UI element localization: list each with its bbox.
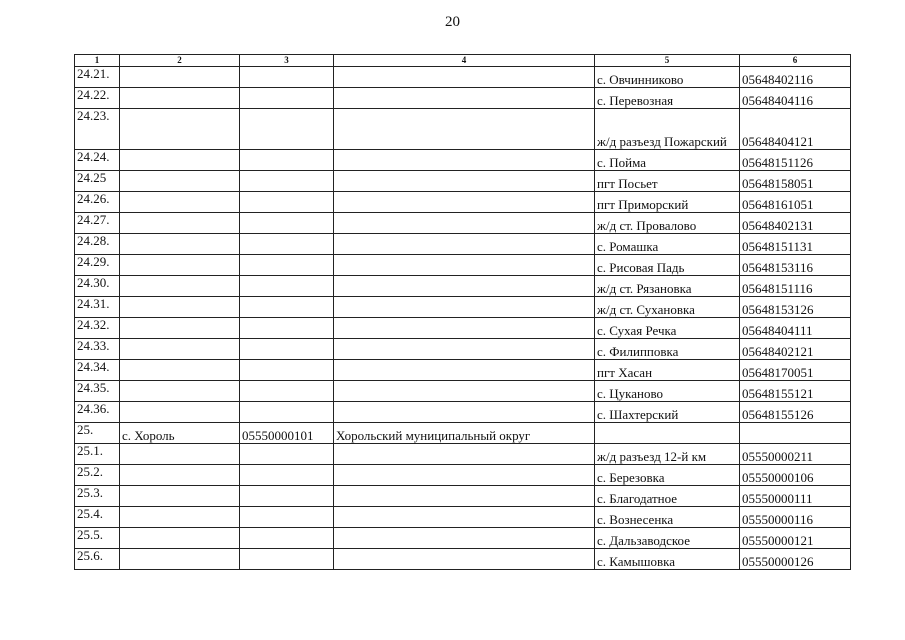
settlement-code-cell: 05550000126 [740, 549, 851, 570]
row-number-cell: 24.36. [75, 402, 120, 423]
settlement-code-cell: 05648153126 [740, 297, 851, 318]
district-name-cell [334, 192, 595, 213]
settlement-code-cell: 05648155126 [740, 402, 851, 423]
row-number-cell: 24.30. [75, 276, 120, 297]
settlement-name-cell: ж/д ст. Рязановка [595, 276, 740, 297]
row-number-cell: 24.23. [75, 109, 120, 150]
table-row [75, 234, 851, 255]
table-header-row [75, 55, 851, 67]
center-code-cell [240, 339, 334, 360]
settlement-name-cell: с. Ромашка [595, 234, 740, 255]
district-name-cell [334, 109, 595, 150]
settlement-code-cell: 05550000211 [740, 444, 851, 465]
district-name-cell [334, 549, 595, 570]
row-number-cell: 24.24. [75, 150, 120, 171]
center-name-cell [120, 381, 240, 402]
center-name-cell [120, 171, 240, 192]
settlement-code-cell: 05648151116 [740, 276, 851, 297]
center-code-cell [240, 255, 334, 276]
settlement-name-cell [595, 423, 740, 444]
settlement-code-cell: 05648161051 [740, 192, 851, 213]
center-name-cell [120, 507, 240, 528]
table-row [75, 213, 851, 234]
center-code-cell [240, 88, 334, 109]
center-code-cell [240, 67, 334, 88]
center-name-cell [120, 213, 240, 234]
settlement-code-cell: 05648404121 [740, 109, 851, 150]
center-name-cell [120, 444, 240, 465]
settlement-name-cell: с. Сухая Речка [595, 318, 740, 339]
center-name-cell [120, 402, 240, 423]
table-row [75, 255, 851, 276]
table-row [75, 67, 851, 88]
center-code-cell [240, 318, 334, 339]
column-header-2: 2 [120, 55, 240, 67]
table-row [75, 150, 851, 171]
table-row [75, 486, 851, 507]
district-name-cell [334, 318, 595, 339]
district-name-cell [334, 150, 595, 171]
column-header-6: 6 [740, 55, 851, 67]
district-name-cell [334, 339, 595, 360]
table-row [75, 549, 851, 570]
settlement-name-cell: ж/д разъезд 12-й км [595, 444, 740, 465]
settlement-code-cell: 05648402116 [740, 67, 851, 88]
settlement-code-cell: 05648158051 [740, 171, 851, 192]
row-number-cell: 25.1. [75, 444, 120, 465]
settlement-name-cell: с. Дальзаводское [595, 528, 740, 549]
center-name-cell: с. Хороль [120, 423, 240, 444]
settlement-name-cell: с. Цуканово [595, 381, 740, 402]
center-code-cell [240, 381, 334, 402]
center-code-cell [240, 444, 334, 465]
district-name-cell [334, 255, 595, 276]
row-number-cell: 24.25 [75, 171, 120, 192]
table-row [75, 339, 851, 360]
district-name-cell [334, 297, 595, 318]
settlement-name-cell: ж/д ст. Сухановка [595, 297, 740, 318]
settlement-name-cell: с. Шахтерский [595, 402, 740, 423]
district-name-cell [334, 486, 595, 507]
district-name-cell [334, 381, 595, 402]
settlement-name-cell: ж/д ст. Провалово [595, 213, 740, 234]
center-code-cell [240, 192, 334, 213]
center-name-cell [120, 549, 240, 570]
table-row [75, 507, 851, 528]
center-code-cell [240, 109, 334, 150]
district-name-cell [334, 444, 595, 465]
table-row [75, 171, 851, 192]
row-number-cell: 25.6. [75, 549, 120, 570]
settlement-code-cell: 05550000121 [740, 528, 851, 549]
settlement-code-cell: 05550000106 [740, 465, 851, 486]
table-row [75, 192, 851, 213]
row-number-cell: 25. [75, 423, 120, 444]
settlement-code-cell: 05648402121 [740, 339, 851, 360]
district-name-cell [334, 528, 595, 549]
district-name-cell [334, 402, 595, 423]
center-code-cell [240, 213, 334, 234]
center-name-cell [120, 67, 240, 88]
district-name-cell [334, 507, 595, 528]
settlement-name-cell: ж/д разъезд Пожарский [595, 109, 740, 150]
table-row [75, 297, 851, 318]
district-name-cell [334, 234, 595, 255]
center-name-cell [120, 109, 240, 150]
center-code-cell [240, 507, 334, 528]
settlement-name-cell: пгт Хасан [595, 360, 740, 381]
settlement-name-cell: с. Благодатное [595, 486, 740, 507]
center-code-cell [240, 486, 334, 507]
table-row [75, 465, 851, 486]
page-number: 20 [445, 14, 460, 30]
row-number-cell: 24.33. [75, 339, 120, 360]
row-number-cell: 25.4. [75, 507, 120, 528]
settlement-name-cell: с. Пойма [595, 150, 740, 171]
center-name-cell [120, 339, 240, 360]
settlement-code-cell [740, 423, 851, 444]
center-name-cell [120, 318, 240, 339]
center-code-cell [240, 465, 334, 486]
center-code-cell [240, 528, 334, 549]
settlement-name-cell: с. Вознесенка [595, 507, 740, 528]
row-number-cell: 24.35. [75, 381, 120, 402]
settlement-name-cell: с. Рисовая Падь [595, 255, 740, 276]
district-name-cell: Хорольский муниципальный округ [334, 423, 595, 444]
row-number-cell: 24.27. [75, 213, 120, 234]
table-body [75, 67, 851, 570]
settlement-code-cell: 05550000116 [740, 507, 851, 528]
center-name-cell [120, 276, 240, 297]
center-code-cell [240, 402, 334, 423]
settlement-code-cell: 05648404111 [740, 318, 851, 339]
center-name-cell [120, 297, 240, 318]
center-code-cell [240, 150, 334, 171]
row-number-cell: 24.28. [75, 234, 120, 255]
district-name-cell [334, 67, 595, 88]
row-number-cell: 25.3. [75, 486, 120, 507]
center-name-cell [120, 528, 240, 549]
column-header-1: 1 [75, 55, 120, 67]
row-number-cell: 25.5. [75, 528, 120, 549]
center-name-cell [120, 192, 240, 213]
center-code-cell: 05550000101 [240, 423, 334, 444]
settlement-code-cell: 05550000111 [740, 486, 851, 507]
table-row [75, 88, 851, 109]
column-header-3: 3 [240, 55, 334, 67]
table-row [75, 444, 851, 465]
district-name-cell [334, 171, 595, 192]
row-number-cell: 24.22. [75, 88, 120, 109]
settlement-name-cell: с. Филипповка [595, 339, 740, 360]
center-name-cell [120, 150, 240, 171]
table-row [75, 318, 851, 339]
table-row [75, 528, 851, 549]
row-number-cell: 24.34. [75, 360, 120, 381]
center-code-cell [240, 549, 334, 570]
table-row [75, 109, 851, 150]
center-name-cell [120, 360, 240, 381]
settlement-code-cell: 05648170051 [740, 360, 851, 381]
table-row [75, 423, 851, 444]
settlement-name-cell: пгт Посьет [595, 171, 740, 192]
settlement-name-cell: пгт Приморский [595, 192, 740, 213]
district-name-cell [334, 213, 595, 234]
center-code-cell [240, 171, 334, 192]
center-code-cell [240, 276, 334, 297]
table-row [75, 360, 851, 381]
settlement-name-cell: с. Перевозная [595, 88, 740, 109]
settlement-code-cell: 05648151131 [740, 234, 851, 255]
settlement-name-cell: с. Овчинниково [595, 67, 740, 88]
settlements-table [74, 54, 851, 570]
table-row [75, 276, 851, 297]
center-name-cell [120, 486, 240, 507]
center-name-cell [120, 255, 240, 276]
settlement-name-cell: с. Березовка [595, 465, 740, 486]
center-code-cell [240, 297, 334, 318]
settlement-code-cell: 05648402131 [740, 213, 851, 234]
center-name-cell [120, 465, 240, 486]
row-number-cell: 24.32. [75, 318, 120, 339]
column-header-4: 4 [334, 55, 595, 67]
district-name-cell [334, 276, 595, 297]
center-code-cell [240, 234, 334, 255]
district-name-cell [334, 465, 595, 486]
row-number-cell: 24.21. [75, 67, 120, 88]
column-header-5: 5 [595, 55, 740, 67]
table-row [75, 381, 851, 402]
settlement-code-cell: 05648155121 [740, 381, 851, 402]
row-number-cell: 24.29. [75, 255, 120, 276]
settlement-code-cell: 05648151126 [740, 150, 851, 171]
row-number-cell: 24.31. [75, 297, 120, 318]
row-number-cell: 25.2. [75, 465, 120, 486]
center-code-cell [240, 360, 334, 381]
district-name-cell [334, 360, 595, 381]
district-name-cell [334, 88, 595, 109]
settlement-name-cell: с. Камышовка [595, 549, 740, 570]
row-number-cell: 24.26. [75, 192, 120, 213]
center-name-cell [120, 234, 240, 255]
settlement-code-cell: 05648153116 [740, 255, 851, 276]
settlement-code-cell: 05648404116 [740, 88, 851, 109]
table-row [75, 402, 851, 423]
center-name-cell [120, 88, 240, 109]
